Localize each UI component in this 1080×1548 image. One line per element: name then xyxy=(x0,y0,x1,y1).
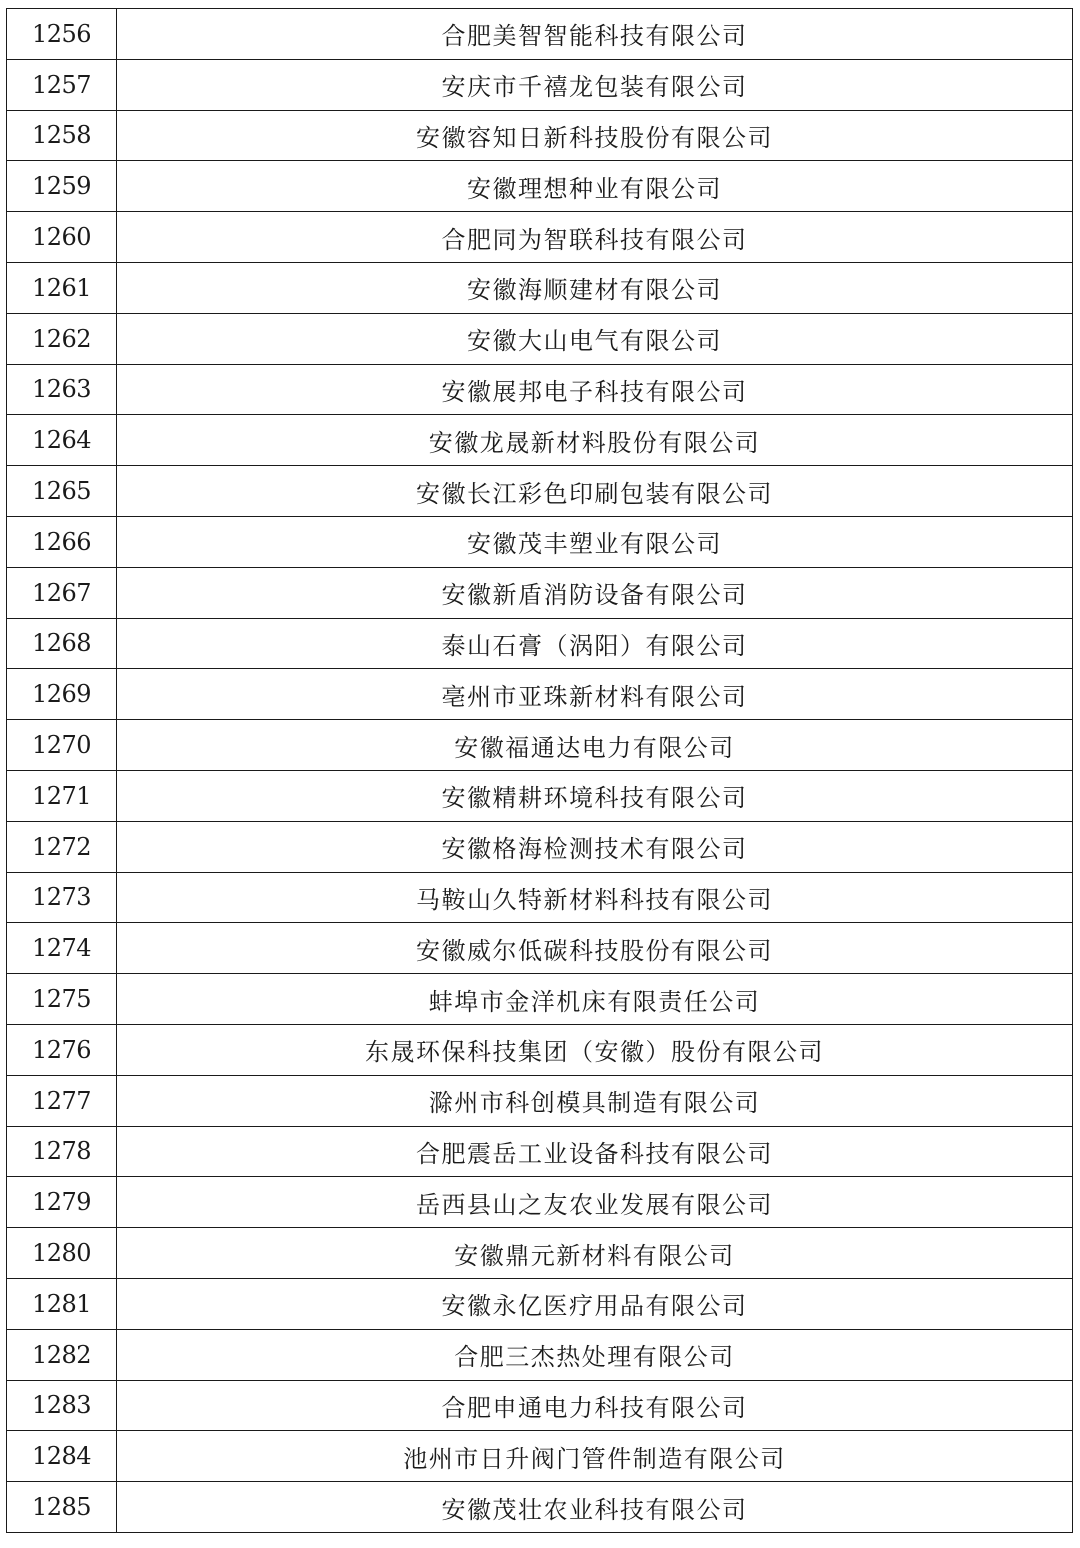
row-number: 1284 xyxy=(7,1431,117,1482)
table-row xyxy=(7,313,1073,364)
row-number: 1256 xyxy=(7,9,117,60)
table-row xyxy=(7,1329,1073,1380)
row-number: 1258 xyxy=(7,110,117,161)
company-name: 合肥美智智能科技有限公司 xyxy=(117,9,1073,60)
table-row xyxy=(7,59,1073,110)
row-number: 1271 xyxy=(7,770,117,821)
table-row xyxy=(7,770,1073,821)
row-number: 1281 xyxy=(7,1278,117,1329)
company-name: 安徽威尔低碳科技股份有限公司 xyxy=(117,923,1073,974)
row-number: 1262 xyxy=(7,313,117,364)
row-number: 1270 xyxy=(7,720,117,771)
company-name: 安徽永亿医疗用品有限公司 xyxy=(117,1278,1073,1329)
company-name: 安徽理想种业有限公司 xyxy=(117,161,1073,212)
company-name: 东晟环保科技集团（安徽）股份有限公司 xyxy=(117,1024,1073,1075)
company-name: 安徽容知日新科技股份有限公司 xyxy=(117,110,1073,161)
company-name: 岳西县山之友农业发展有限公司 xyxy=(117,1177,1073,1228)
row-number: 1285 xyxy=(7,1482,117,1533)
table-row xyxy=(7,1075,1073,1126)
row-number: 1259 xyxy=(7,161,117,212)
company-name: 合肥申通电力科技有限公司 xyxy=(117,1380,1073,1431)
row-number: 1278 xyxy=(7,1126,117,1177)
table-row xyxy=(7,364,1073,415)
company-name: 安徽茂壮农业科技有限公司 xyxy=(117,1482,1073,1533)
company-table xyxy=(6,8,1073,1533)
table-row xyxy=(7,1024,1073,1075)
table-row xyxy=(7,1431,1073,1482)
company-name: 安徽鼎元新材料有限公司 xyxy=(117,1228,1073,1279)
row-number: 1260 xyxy=(7,212,117,263)
row-number: 1268 xyxy=(7,618,117,669)
table-row xyxy=(7,720,1073,771)
row-number: 1265 xyxy=(7,466,117,517)
row-number: 1275 xyxy=(7,974,117,1025)
table-row xyxy=(7,212,1073,263)
table-row xyxy=(7,110,1073,161)
table-row xyxy=(7,1482,1073,1533)
company-name: 安徽格海检测技术有限公司 xyxy=(117,821,1073,872)
row-number: 1264 xyxy=(7,415,117,466)
row-number: 1266 xyxy=(7,516,117,567)
company-name: 蚌埠市金洋机床有限责任公司 xyxy=(117,974,1073,1025)
table-row xyxy=(7,516,1073,567)
company-name: 亳州市亚珠新材料有限公司 xyxy=(117,669,1073,720)
company-name: 合肥震岳工业设备科技有限公司 xyxy=(117,1126,1073,1177)
table-row xyxy=(7,821,1073,872)
row-number: 1280 xyxy=(7,1228,117,1279)
row-number: 1263 xyxy=(7,364,117,415)
table-row xyxy=(7,415,1073,466)
table-row xyxy=(7,1278,1073,1329)
row-number: 1277 xyxy=(7,1075,117,1126)
company-name: 滁州市科创模具制造有限公司 xyxy=(117,1075,1073,1126)
table-row xyxy=(7,1126,1073,1177)
table-row xyxy=(7,567,1073,618)
row-number: 1261 xyxy=(7,262,117,313)
row-number: 1269 xyxy=(7,669,117,720)
company-name: 安徽长江彩色印刷包装有限公司 xyxy=(117,466,1073,517)
table-row xyxy=(7,161,1073,212)
company-name: 合肥三杰热处理有限公司 xyxy=(117,1329,1073,1380)
row-number: 1279 xyxy=(7,1177,117,1228)
row-number: 1257 xyxy=(7,59,117,110)
table-row xyxy=(7,262,1073,313)
company-name: 马鞍山久特新材料科技有限公司 xyxy=(117,872,1073,923)
company-name: 安徽精耕环境科技有限公司 xyxy=(117,770,1073,821)
company-table-body xyxy=(7,9,1073,1533)
table-row xyxy=(7,974,1073,1025)
company-name: 泰山石膏（涡阳）有限公司 xyxy=(117,618,1073,669)
row-number: 1267 xyxy=(7,567,117,618)
row-number: 1272 xyxy=(7,821,117,872)
company-name: 合肥同为智联科技有限公司 xyxy=(117,212,1073,263)
row-number: 1273 xyxy=(7,872,117,923)
row-number: 1283 xyxy=(7,1380,117,1431)
company-list-sheet xyxy=(6,8,1073,1533)
company-name: 安庆市千禧龙包装有限公司 xyxy=(117,59,1073,110)
table-row xyxy=(7,466,1073,517)
company-name: 安徽福通达电力有限公司 xyxy=(117,720,1073,771)
row-number: 1276 xyxy=(7,1024,117,1075)
company-name: 池州市日升阀门管件制造有限公司 xyxy=(117,1431,1073,1482)
table-row xyxy=(7,1380,1073,1431)
company-name: 安徽大山电气有限公司 xyxy=(117,313,1073,364)
table-row xyxy=(7,872,1073,923)
table-row xyxy=(7,618,1073,669)
company-name: 安徽新盾消防设备有限公司 xyxy=(117,567,1073,618)
company-name: 安徽展邦电子科技有限公司 xyxy=(117,364,1073,415)
row-number: 1282 xyxy=(7,1329,117,1380)
table-row xyxy=(7,1228,1073,1279)
table-row xyxy=(7,9,1073,60)
row-number: 1274 xyxy=(7,923,117,974)
table-row xyxy=(7,669,1073,720)
table-row xyxy=(7,1177,1073,1228)
table-row xyxy=(7,923,1073,974)
company-name: 安徽茂丰塑业有限公司 xyxy=(117,516,1073,567)
company-name: 安徽龙晟新材料股份有限公司 xyxy=(117,415,1073,466)
company-name: 安徽海顺建材有限公司 xyxy=(117,262,1073,313)
